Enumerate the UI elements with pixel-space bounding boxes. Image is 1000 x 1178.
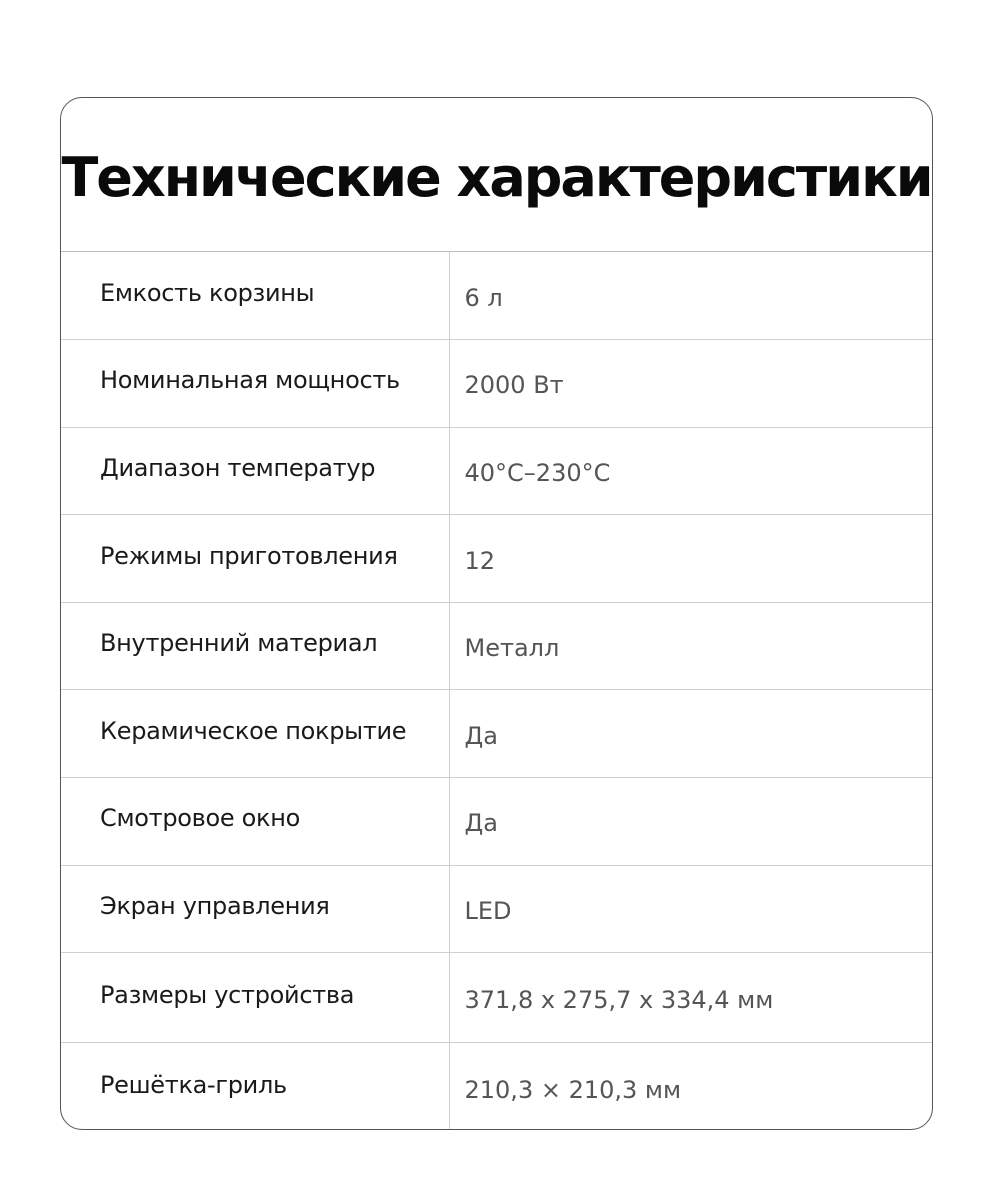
spec-value: LED bbox=[449, 865, 932, 953]
spec-card bbox=[60, 97, 933, 1130]
spec-value: 6 л bbox=[449, 252, 932, 340]
table-row bbox=[61, 778, 932, 866]
spec-value: 12 bbox=[449, 515, 932, 603]
table-row bbox=[61, 1043, 932, 1130]
spec-value: Да bbox=[449, 690, 932, 778]
spec-value: 371,8 x 275,7 x 334,4 мм bbox=[449, 953, 932, 1043]
table-row bbox=[61, 252, 932, 340]
table-row bbox=[61, 515, 932, 603]
spec-value: 40°C–230°C bbox=[449, 427, 932, 515]
spec-label: Режимы приготовления bbox=[61, 515, 449, 603]
spec-label: Внутренний материал bbox=[61, 602, 449, 690]
table-row bbox=[61, 865, 932, 953]
spec-label: Смотровое окно bbox=[61, 778, 449, 866]
spec-label: Размеры устройства bbox=[61, 953, 449, 1043]
table-row bbox=[61, 690, 932, 778]
spec-label: Номинальная мощность bbox=[61, 340, 449, 428]
spec-value: 2000 Вт bbox=[449, 340, 932, 428]
spec-value: 210,3 × 210,3 мм bbox=[464, 1076, 682, 1104]
page-title: Технические характеристики bbox=[61, 146, 932, 209]
table-row bbox=[61, 602, 932, 690]
table-row bbox=[61, 953, 932, 1043]
title-area bbox=[61, 98, 932, 252]
spec-label: Решётка-гриль bbox=[61, 1043, 449, 1130]
spec-value: Да bbox=[449, 778, 932, 866]
table-row bbox=[61, 427, 932, 515]
spec-label: Экран управления bbox=[61, 865, 449, 953]
spec-label: Емкость корзины bbox=[61, 252, 449, 340]
spec-label: Керамическое покрытие bbox=[61, 690, 449, 778]
spec-label: Диапазон температур bbox=[61, 427, 449, 515]
spec-table bbox=[61, 252, 932, 1130]
table-row bbox=[61, 340, 932, 428]
spec-value: Металл bbox=[449, 602, 932, 690]
